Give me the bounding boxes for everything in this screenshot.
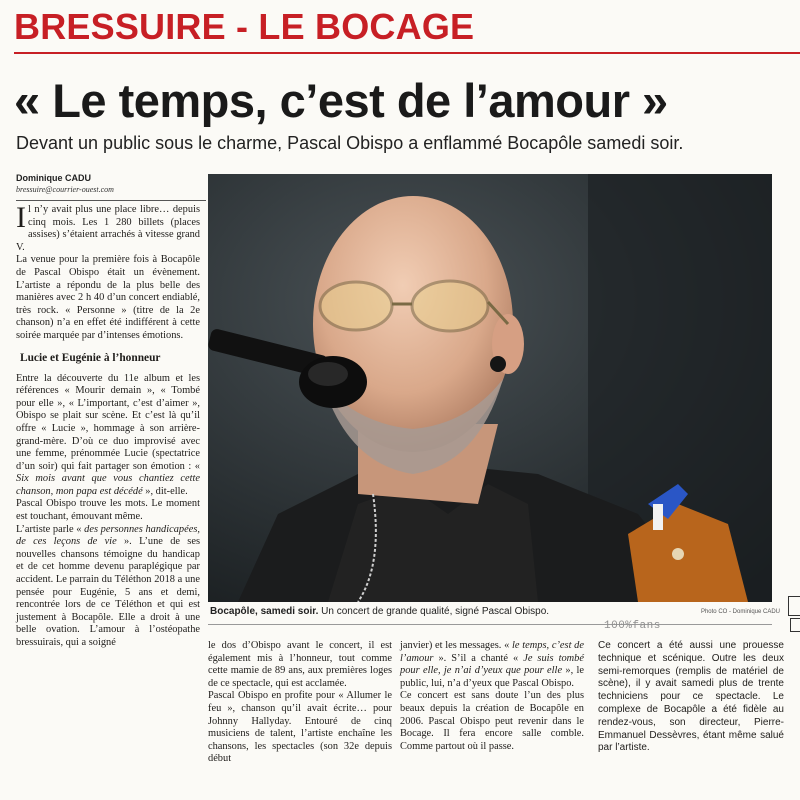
- article-paragraph: Ce concert a été aussi une prouesse technique et scénique. Outre les deux semi-remorques (remplis de matériel de scène), il y avait samedi plus de trente techniciens pour ce spectacle. Le complexe de Bocapôle a été fidèle au rendez-vous, son directeur, Pierre-Emmanuel Dessèvres, étant même salué par l’artiste.: [598, 640, 784, 754]
- watermark: 100%fans: [604, 620, 661, 632]
- article-paragraph: le dos d’Obispo avant le concert, il est également mis à l’honneur, tout comme cette mamie de 89 ans, aux premières loges de ce spectacle, qui est acclamée.: [208, 640, 392, 689]
- photo-credit: Photo CO - Dominique CADU: [700, 609, 780, 615]
- drop-cap: I: [16, 201, 26, 234]
- article-paragraph: Ce concert est sans doute l’un des plus beaux depuis la création de Bocapôle en 2006. Pascal Obispo peut revenir dans le Bocage. Il fera encore salle comble. Comme partout où il passe.: [400, 690, 584, 752]
- article-paragraph: Pascal Obispo trouve les mots. Le moment est touchant, émouvant même.: [16, 498, 200, 523]
- article-column-1: [16, 201, 200, 650]
- article-column-4: [598, 640, 784, 755]
- article-paragraph: Il n’y avait plus une place libre… depuis cinq mois. Les 1 280 billets (places assises) s’étaient arrachés à vitesse grand V.: [16, 201, 200, 253]
- headline: « Le temps, c’est de l’amour »: [14, 74, 668, 127]
- article-subhead: Lucie et Eugénie à l’honneur: [20, 351, 161, 364]
- article-paragraph: La venue pour la première fois à Bocapôle de Pascal Obispo était un évènement. L’artiste a répondu de la plus belle des manières avec 2 h 40 d’un concert endiablé, très rock. « Personne » (titre de la 2e chanson) n’a en effet été indifférent à cette soirée marquée par d’intenses émotions.: [16, 254, 200, 341]
- byline-rule: [16, 200, 206, 201]
- section-title: BRESSUIRE - LE BOCAGE: [14, 6, 475, 47]
- byline-author: Dominique CADU: [16, 173, 91, 183]
- page-edge-mark: [790, 618, 800, 632]
- page-edge-mark: [788, 596, 800, 616]
- photo-caption: Bocapôle, samedi soir. Un concert de grande qualité, signé Pascal Obispo.: [210, 606, 550, 617]
- concert-photo-illustration: [208, 174, 772, 602]
- section-rule: [14, 52, 800, 54]
- article-paragraph: Pascal Obispo en profite pour « Allumer le feu », chanson qu’il avait écrite… pour Johnny Hallyday. Entouré de cinq musiciens de talent, l’artiste enchaîne les chansons, les spectacles (son 32e depuis début: [208, 690, 392, 765]
- article-paragraph: Entre la découverte du 11e album et les références « Mourir demain », « Tombé pour elle », « L’important, c’est d’aimer », Obispo se plait sur scène. Et c’est là qu’il offre « Lucie », hommage à son arrière-grand-mère. D’où ce duo improvisé avec une femme, prénommée Lucie (spectatrice d’un soir) qui fait partager son émotion : « Six mois avant que vous chantiez cette chanson, mon papa est décédé », dit-elle.: [16, 372, 200, 497]
- article-paragraph: janvier) et les messages. « le temps, c’est de l’amour ». S’il a chanté « Je suis tombé pour elle, je n’ai d’yeux que pour elle », le public, lui, n’a d’yeux que Pascal Obispo.: [400, 640, 585, 689]
- subheadline: Devant un public sous le charme, Pascal Obispo a enflammé Bocapôle samedi soir.: [16, 133, 684, 153]
- concert-photo: [208, 174, 772, 602]
- article-paragraph: L’artiste parle « des personnes handicapées, de ces leçons de vie ». L’une de ses nouvelles chansons témoigne du handicap et de cet homme devenu paraplégique par accident. Le parrain du Téléthon 2018 a une pensée pour Eugénie, 5 ans et demi, rencontrée lors de ce Téléthon et qui est justement à Bocapôle. Elle a droit à une belle ovation. L’amour à l’ostéopathe bressuirais, qui a soigné: [16, 523, 200, 648]
- byline: [16, 172, 206, 201]
- byline-email: bressuire@courrier-ouest.com: [16, 185, 114, 194]
- article-column-2: [208, 640, 392, 766]
- article-column-3: [400, 640, 584, 753]
